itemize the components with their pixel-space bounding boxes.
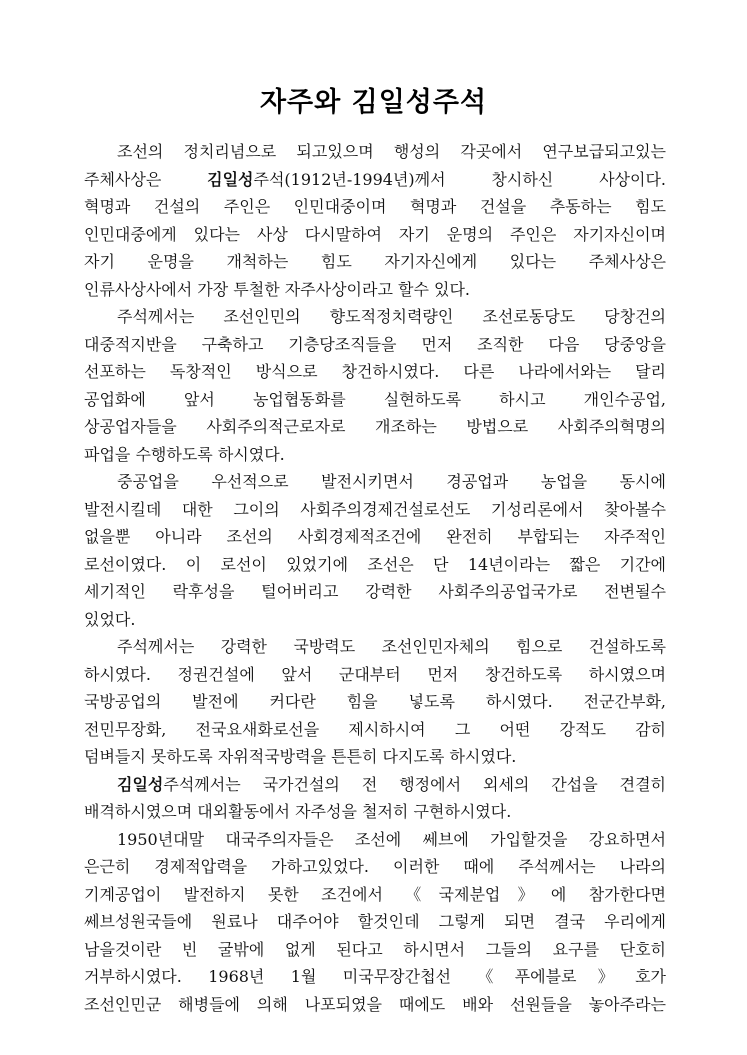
text-segment: 주석께서는 국가건설의 전 행정에서 외세의 간섭을 견결히 <box>163 774 666 794</box>
text-line: 있었다. <box>84 609 136 629</box>
text-line: 선포하는 독창적인 방식으로 창건하시였다. 다른 나라에서와는 달리 <box>84 362 666 381</box>
text-line: 조선의 정치리념으로 되고있으며 행성의 각곳에서 연구보급되고있는 <box>117 142 666 161</box>
text-line <box>84 166 666 194</box>
text-line: 은근히 경제적압력을 가하고있었다. 이러한 때에 주석께서는 나라의 <box>84 857 666 876</box>
text-line: 전민무장화, 전국요새화로선을 제시하시여 그 어떤 강적도 감히 <box>84 719 666 739</box>
leader-name: 김일성 <box>117 774 164 794</box>
page-title: 자주와 김일성주석 <box>259 87 488 118</box>
text-line: 배격하시였으며 대외활동에서 자주성을 철저히 구현하시였다. <box>84 802 512 821</box>
text-line: 없을뿐 아니라 조선의 사회경제적조건에 완전히 부합되는 자주적인 <box>84 527 666 546</box>
leader-name: 김일성 <box>207 169 254 189</box>
text-line: 로선이였다. 이 로선이 있었기에 조선은 단 14년이라는 짧은 기간에 <box>84 554 666 574</box>
text-line: 주석께서는 조선인민의 향도적정치력량인 조선로동당도 당창건의 <box>117 307 666 326</box>
text-segment: 주체사상은 <box>84 169 208 189</box>
text-line: 발전시킬데 대한 그이의 사회주의경제건설로선도 기성리론에서 찾아볼수 <box>84 499 666 519</box>
text-line: 1950년대말 대국주의자들은 조선에 쎄브에 가입할것을 강요하면서 <box>117 829 666 849</box>
text-segment: 주석(1912년-1994년)께서 창시하신 사상이다. <box>253 169 666 189</box>
text-line <box>84 771 666 799</box>
document-body <box>84 138 666 1018</box>
text-line: 인민대중에게 있다는 사상 다시말하여 자기 운명의 주인은 자기자신이며 <box>84 224 666 244</box>
text-line: 세기적인 락후성을 털어버리고 강력한 사회주의공업국가로 전변될수 <box>84 582 666 601</box>
text-line: 쎄브성원국들에 원료나 대주어야 할것인데 그렇게 되면 결국 우리에게 <box>84 912 666 931</box>
text-line: 기계공업이 발전하지 못한 조건에서 《국제분업》에 참가한다면 <box>84 884 666 904</box>
text-line: 국방공업의 발전에 커다란 힘을 넣도록 하시였다. 전군간부화, <box>84 692 666 711</box>
text-line: 대중적지반을 구축하고 기층당조직들을 먼저 조직한 다음 당중앙을 <box>84 334 666 354</box>
text-line: 하시였다. 정권건설에 앞서 군대부터 먼저 창건하도록 하시였으며 <box>84 664 666 684</box>
text-line: 주석께서는 강력한 국방력도 조선인민자체의 힘으로 건설하도록 <box>117 637 666 656</box>
text-line: 거부하시였다. 1968년 1월 미국무장간첩선 《푸에블로》호가 <box>84 967 666 986</box>
text-line: 중공업을 우선적으로 발전시키면서 경공업과 농업을 동시에 <box>117 472 666 491</box>
text-line: 남을것이란 빈 굴밖에 없게 된다고 하시면서 그들의 요구를 단호히 <box>84 939 666 959</box>
text-line: 조선인민군 해병들에 의해 나포되였을 때에도 배와 선원들을 놓아주라는 <box>84 994 666 1014</box>
text-line: 혁명과 건설의 주인은 인민대중이며 혁명과 건설을 추동하는 힘도 <box>84 197 666 216</box>
text-line: 파업을 수행하도록 하시였다. <box>84 444 285 464</box>
text-line: 자기 운명을 개척하는 힘도 자기자신에게 있다는 주체사상은 <box>84 252 666 271</box>
text-line: 공업화에 앞서 농업협동화를 실현하도록 하시고 개인수공업, <box>84 389 666 409</box>
text-line: 상공업자들을 사회주의적근로자로 개조하는 방법으로 사회주의혁명의 <box>84 417 666 436</box>
text-line: 덤벼들지 못하도록 자위적국방력을 튼튼히 다지도록 하시였다. <box>84 747 517 766</box>
text-line: 인류사상사에서 가장 투철한 자주사상이라고 할수 있다. <box>84 279 471 299</box>
